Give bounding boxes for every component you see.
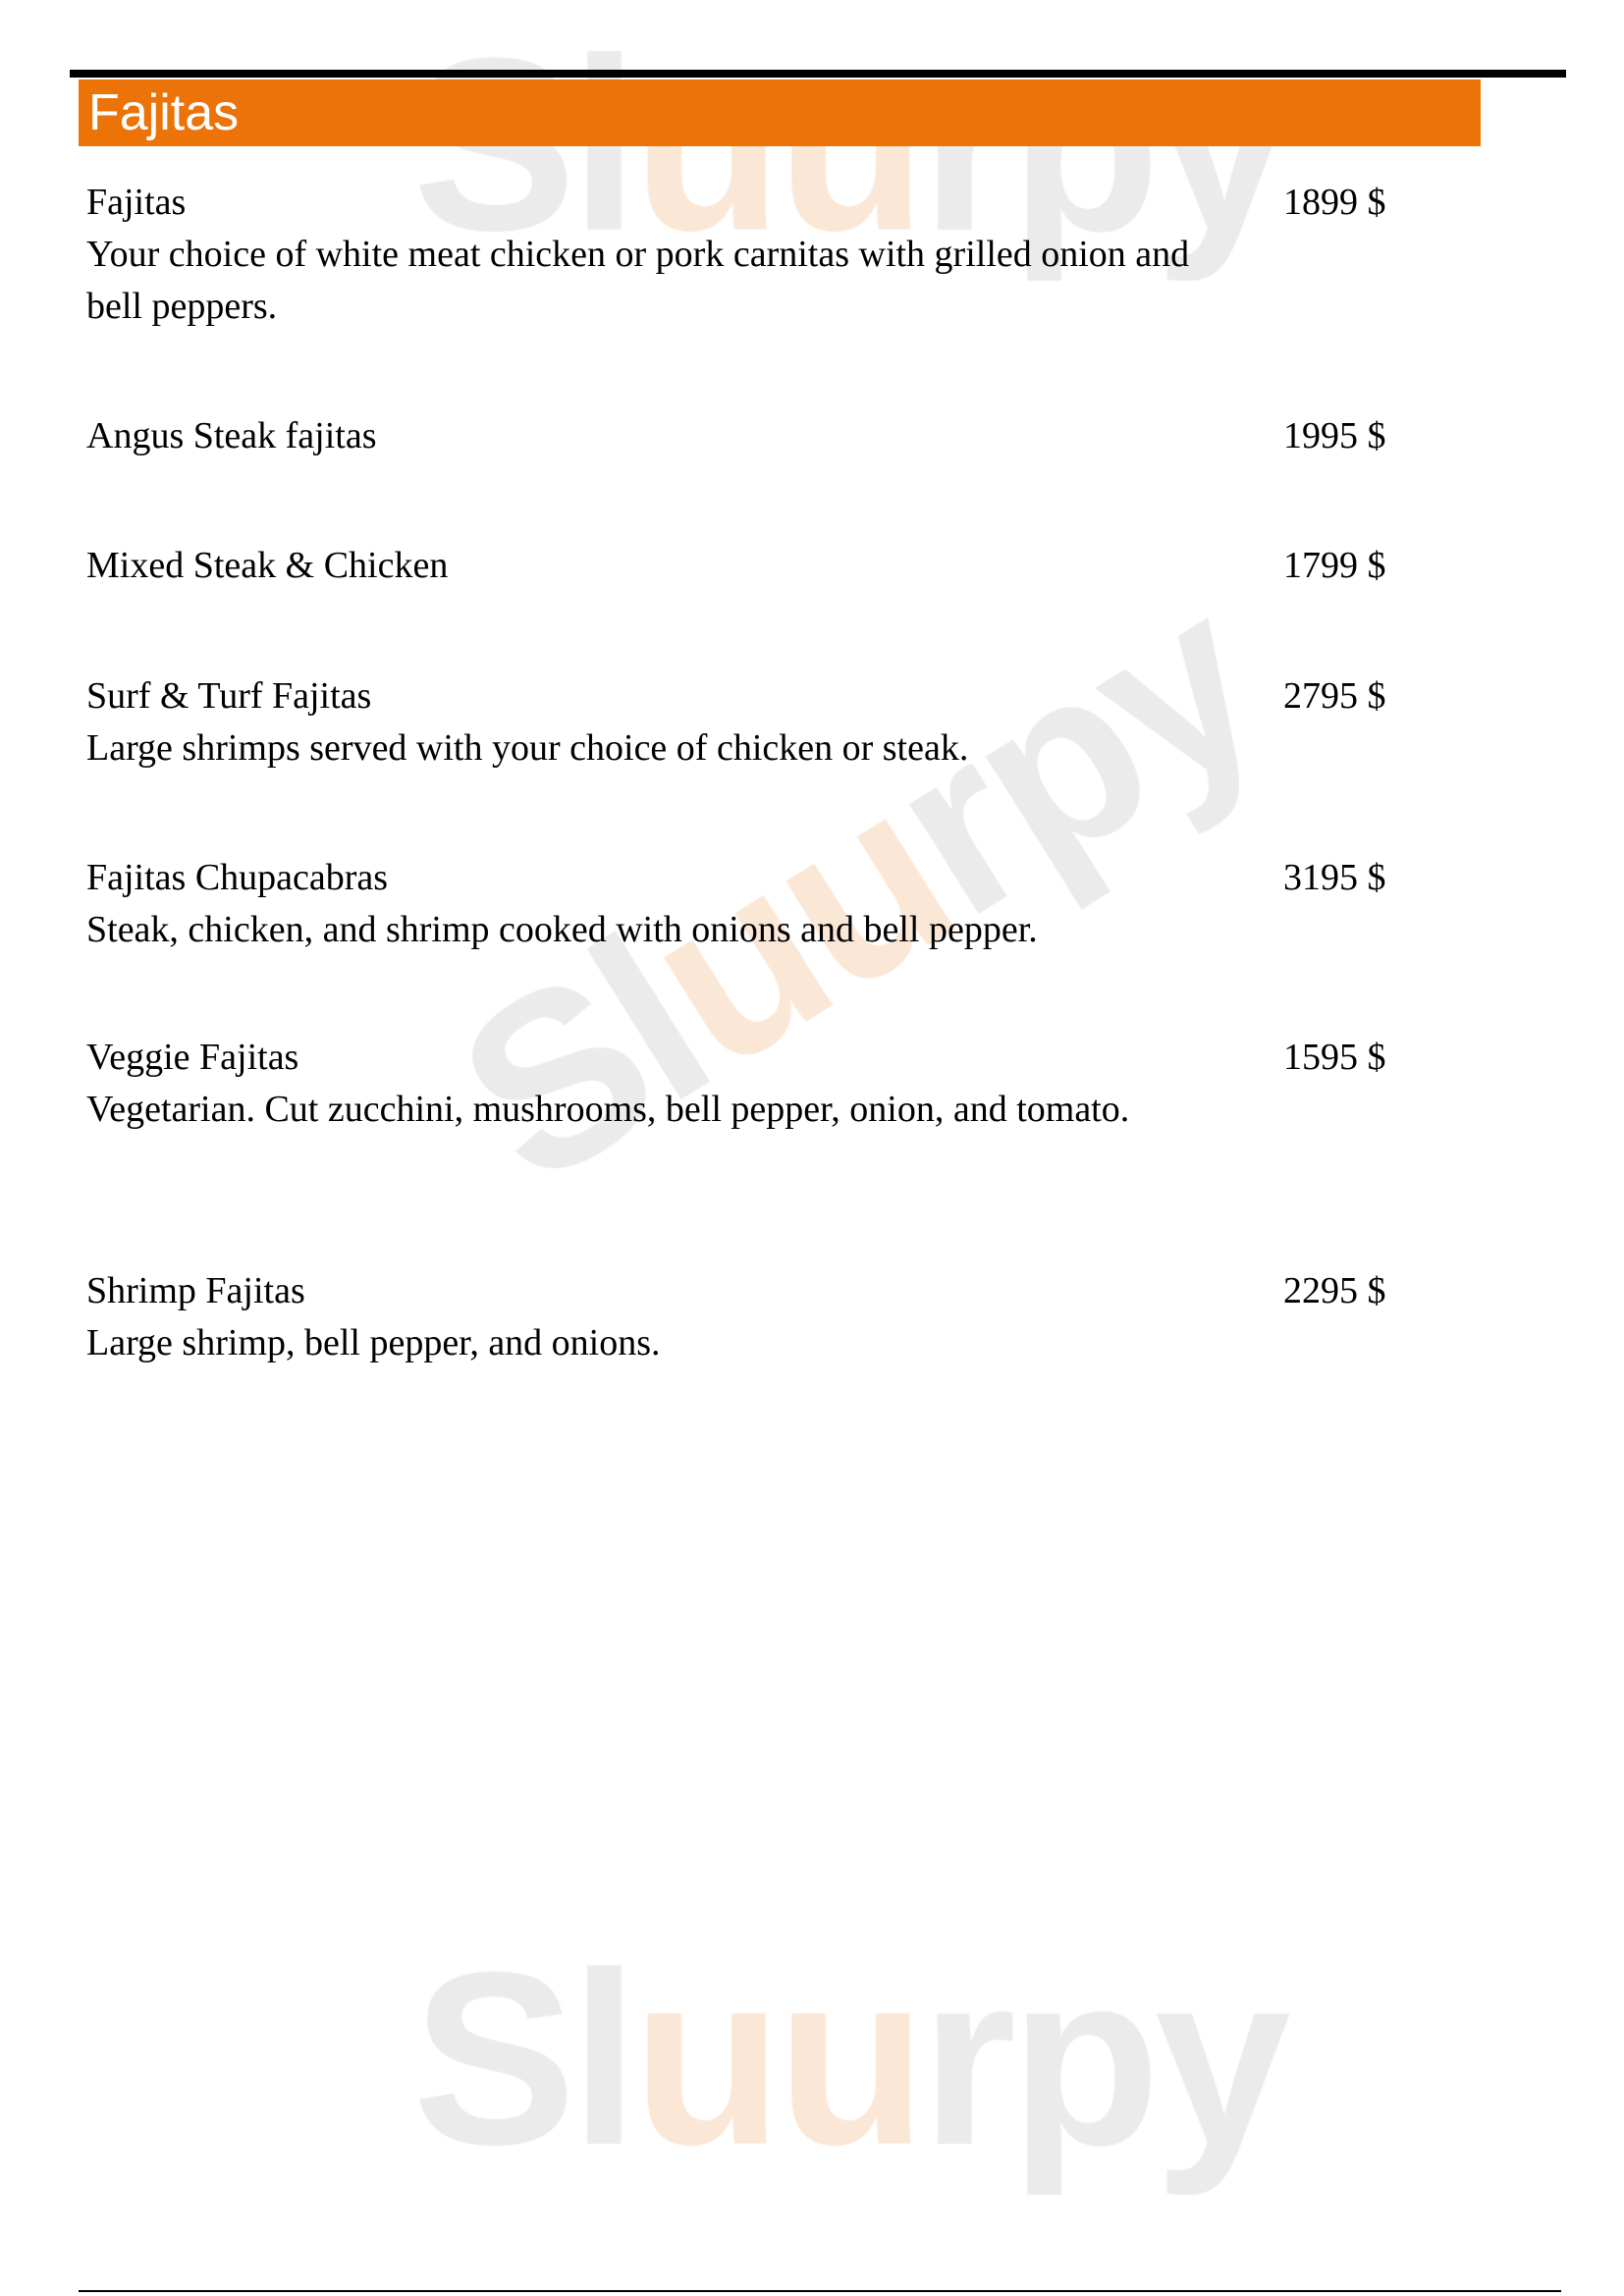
item-description: Steak, chicken, and shrimp cooked with onions and bell pepper. — [86, 909, 1038, 950]
menu-item — [86, 177, 1481, 333]
menu-item — [86, 410, 1481, 462]
item-price: 2795 $ — [1283, 675, 1386, 717]
item-price: 1995 $ — [1283, 415, 1386, 456]
menu-item — [86, 1265, 1481, 1369]
item-name: Fajitas — [86, 182, 187, 223]
item-price: 1799 $ — [1283, 545, 1386, 586]
item-description: Vegetarian. Cut zucchini, mushrooms, bell pepper, onion, and tomato. — [86, 1089, 1130, 1130]
item-name: Shrimp Fajitas — [86, 1270, 305, 1311]
item-price: 1595 $ — [1283, 1037, 1386, 1078]
item-price: 2295 $ — [1283, 1270, 1386, 1311]
item-description: Your choice of white meat chicken or pork carnitas with grilled onion and bell peppers. — [86, 234, 1190, 327]
item-name: Surf & Turf Fajitas — [86, 675, 372, 717]
bottom-rule — [79, 2290, 1561, 2292]
item-description: Large shrimp, bell pepper, and onions. — [86, 1322, 661, 1363]
top-rule — [70, 70, 1566, 78]
menu-item — [86, 1032, 1481, 1136]
section-header — [79, 80, 1481, 146]
menu-item — [86, 670, 1481, 774]
menu-item — [86, 852, 1481, 956]
item-name: Veggie Fajitas — [86, 1037, 299, 1078]
menu-item — [86, 540, 1481, 592]
item-description: Large shrimps served with your choice of chicken or steak. — [86, 727, 969, 769]
item-price: 1899 $ — [1283, 182, 1386, 223]
item-price: 3195 $ — [1283, 857, 1386, 898]
section-title: Fajitas — [88, 84, 240, 141]
item-name: Mixed Steak & Chicken — [86, 545, 449, 586]
item-name: Fajitas Chupacabras — [86, 857, 389, 898]
item-name: Angus Steak fajitas — [86, 415, 377, 456]
